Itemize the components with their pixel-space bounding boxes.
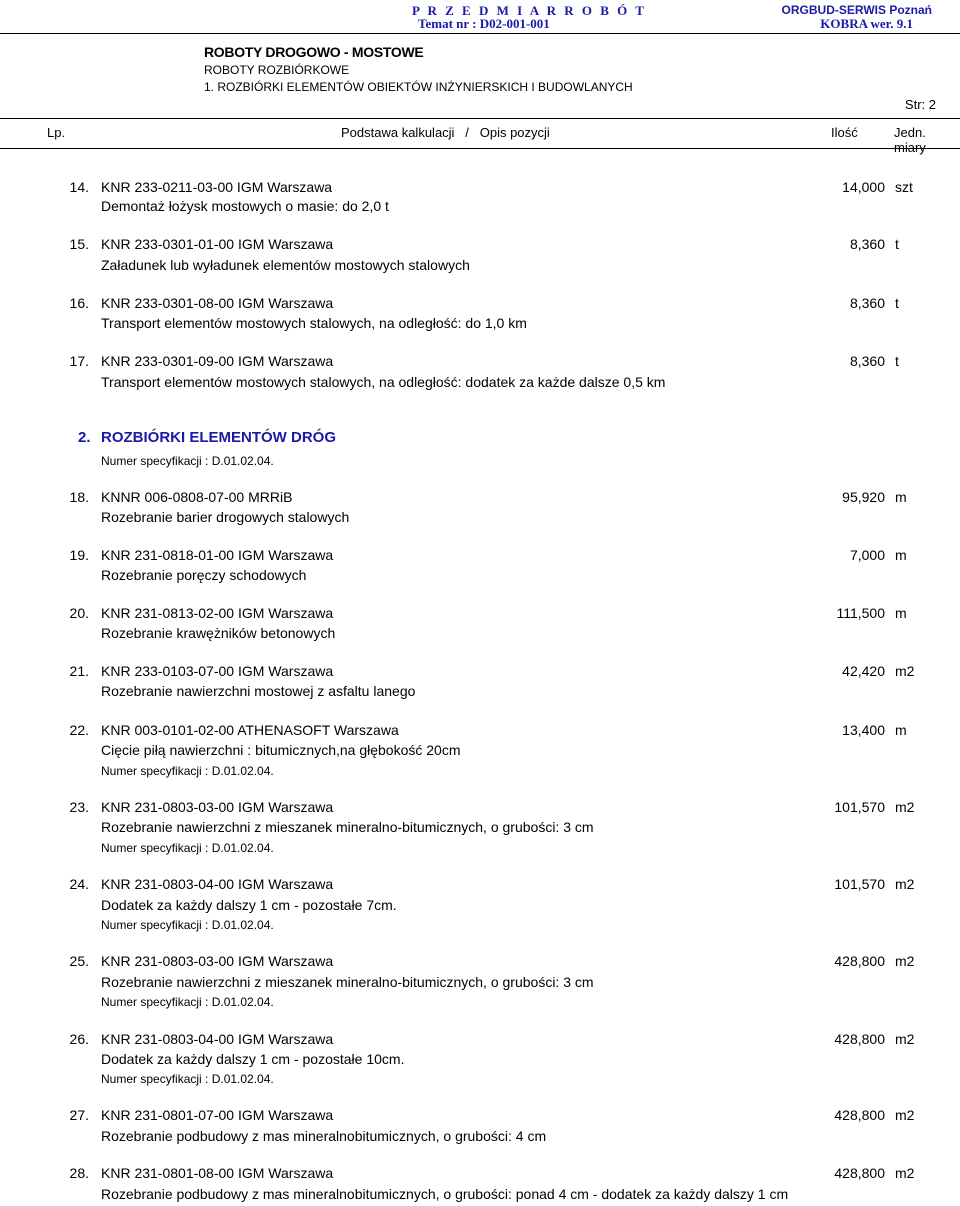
item-number: 25. [69,953,89,969]
item-description: Rozebranie nawierzchni z mieszanek mineralno-bitumicznych, o grubości: 3 cm [101,974,594,990]
item-number: 19. [69,547,89,563]
item-code: KNR 231-0803-04-00 IGM Warszawa [101,1031,334,1047]
item-number: 14. [69,179,89,195]
page-number: Str: 2 [904,97,936,112]
item-spec-number: Numer specyfikacji : D.01.02.04. [101,841,274,855]
section-title: ROZBIÓRKI ELEMENTÓW DRÓG [101,429,336,446]
works-subcategory: ROBOTY ROZBIÓRKOWE [204,63,350,77]
column-unit: Jedn. miary [894,125,926,155]
item-code: KNNR 006-0808-07-00 MRRiB [101,489,293,505]
item-code: KNR 233-0301-08-00 IGM Warszawa [101,295,334,311]
item-code: KNR 003-0101-02-00 ATHENASOFT Warszawa [101,722,399,738]
item-quantity: 95,920 [842,489,885,505]
item-description: Rozebranie podbudowy z mas mineralnobitumicznych, o grubości: ponad 4 cm - dodatek za każdy dalszy 1 cm [101,1186,789,1202]
item-unit: m [895,722,907,738]
item-number: 28. [69,1165,89,1181]
item-quantity: 7,000 [849,547,885,563]
item-description: Transport elementów mostowych stalowych, na odległość: dodatek za każde dalsze 0,5 km [101,374,666,390]
item-spec-number: Numer specyfikacji : D.01.02.04. [101,995,274,1009]
item-code: KNR 233-0211-03-00 IGM Warszawa [101,179,333,195]
item-quantity: 428,800 [834,1107,885,1123]
item-unit: t [895,353,899,369]
column-quantity: Ilość [831,125,858,140]
item-unit: m2 [895,799,915,815]
item-code: KNR 231-0803-03-00 IGM Warszawa [101,799,334,815]
item-unit: szt [895,179,913,195]
item-unit: m2 [895,1165,915,1181]
item-unit: m2 [895,953,915,969]
company-name: ORGBUD-SERWIS Poznań [781,3,932,17]
item-number: 22. [69,722,89,738]
item-description: Rozebranie barier drogowych stalowych [101,509,350,525]
item-quantity: 428,800 [834,1031,885,1047]
item-unit: t [895,236,899,252]
item-unit: m [895,547,907,563]
item-number: 26. [69,1031,89,1047]
topic-number: Temat nr : D02-001-001 [418,16,550,31]
column-description: Podstawa kalkulacji / Opis pozycji [341,125,550,140]
item-code: KNR 231-0803-03-00 IGM Warszawa [101,953,334,969]
item-quantity: 101,570 [834,876,885,892]
item-code: KNR 231-0803-04-00 IGM Warszawa [101,876,334,892]
item-unit: m2 [895,1031,915,1047]
item-number: 17. [69,353,89,369]
item-number: 23. [69,799,89,815]
item-description: Załadunek lub wyładunek elementów mostowych stalowych [101,257,470,273]
item-code: KNR 233-0301-01-00 IGM Warszawa [101,236,334,252]
item-quantity: 111,500 [836,605,885,621]
item-quantity: 8,360 [849,295,885,311]
item-quantity: 42,420 [842,663,885,679]
item-number: 18. [69,489,89,505]
document-type-title: P R Z E D M I A R R O B Ó T [412,3,647,18]
item-description: Dodatek za każdy dalszy 1 cm - pozostałe 10cm. [101,1051,405,1067]
item-number: 27. [69,1107,89,1123]
item-number: 16. [69,295,89,311]
item-quantity: 101,570 [834,799,885,815]
item-unit: m [895,489,907,505]
section-number: 2. [78,429,91,446]
item-number: 24. [69,876,89,892]
item-spec-number: Numer specyfikacji : D.01.02.04. [101,764,274,778]
item-unit: m2 [895,876,915,892]
column-lp: Lp. [47,125,66,140]
item-description: Transport elementów mostowych stalowych, na odległość: do 1,0 km [101,315,527,331]
item-quantity: 14,000 [842,179,885,195]
item-quantity: 8,360 [849,236,885,252]
software-version: KOBRA wer. 9.1 [820,16,913,31]
item-quantity: 428,800 [834,953,885,969]
item-description: Rozebranie nawierzchni z mieszanek mineralno-bitumicznych, o grubości: 3 cm [101,819,594,835]
item-code: KNR 233-0103-07-00 IGM Warszawa [101,663,334,679]
item-unit: t [895,295,899,311]
item-description: Demontaż łożysk mostowych o masie: do 2,0 t [101,198,389,214]
item-unit: m [895,605,907,621]
item-unit: m2 [895,663,915,679]
item-quantity: 428,800 [834,1165,885,1181]
item-code: KNR 231-0801-07-00 IGM Warszawa [101,1107,334,1123]
item-description: Dodatek za każdy dalszy 1 cm - pozostałe 7cm. [101,897,397,913]
item-spec-number: Numer specyfikacji : D.01.02.04. [101,1072,274,1086]
item-number: 20. [69,605,89,621]
item-quantity: 13,400 [842,722,885,738]
item-code: KNR 231-0818-01-00 IGM Warszawa [101,547,334,563]
item-description: Rozebranie nawierzchni mostowej z asfaltu lanego [101,683,416,699]
item-quantity: 8,360 [849,353,885,369]
item-description: Rozebranie krawężników betonowych [101,625,336,641]
item-code: KNR 233-0301-09-00 IGM Warszawa [101,353,334,369]
section-spec-number: Numer specyfikacji : D.01.02.04. [101,454,274,468]
item-description: Rozebranie poręczy schodowych [101,567,307,583]
works-category-title: ROBOTY DROGOWO - MOSTOWE [204,44,424,60]
item-code: KNR 231-0801-08-00 IGM Warszawa [101,1165,334,1181]
item-description: Cięcie piłą nawierzchni : bitumicznych,na głębokość 20cm [101,742,461,758]
item-description: Rozebranie podbudowy z mas mineralnobitumicznych, o grubości: 4 cm [101,1128,547,1144]
item-number: 15. [69,236,89,252]
section-heading: 1. ROZBIÓRKI ELEMENTÓW OBIEKTÓW INŻYNIERSKICH I BUDOWLANYCH [204,80,633,94]
item-number: 21. [69,663,89,679]
item-code: KNR 231-0813-02-00 IGM Warszawa [101,605,334,621]
item-spec-number: Numer specyfikacji : D.01.02.04. [101,918,274,932]
item-unit: m2 [895,1107,915,1123]
